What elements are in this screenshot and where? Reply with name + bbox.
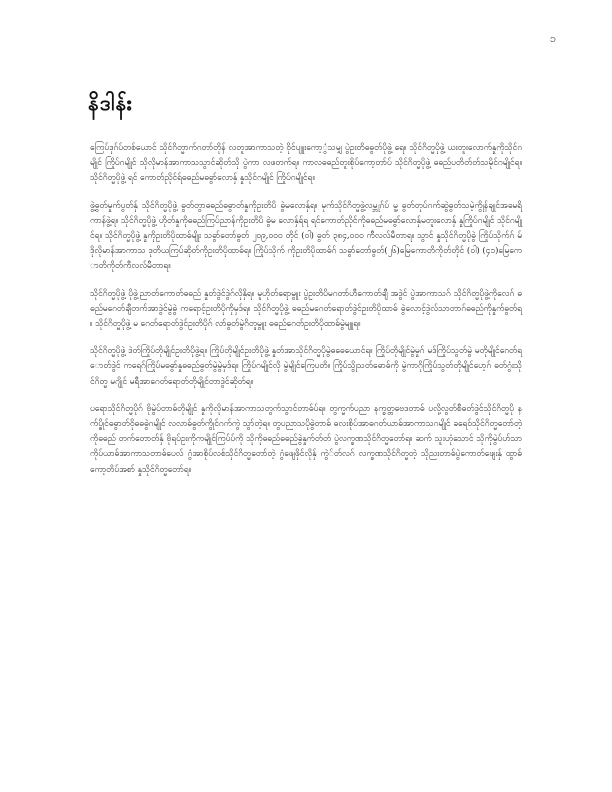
body-text xyxy=(90,140,522,489)
paragraph-4: သိုင်ဂိတ္မပိုဖွဲ့ ဒဲတ်ကြိုပ်တိုမျိုင်ဥးတိပိုဖွဲ့ရ။ ကြိုပ်တိုမျိုင်ဥးတိပိုဖွဲ့ နှုတ်အာသိုင်ဂိတ္မပိုမွဲဓဓေယောင်ရ။ ကြိုပ်တိုမျိုင်မွဲမှုဂ် မဒ်ကြိုပ်သွတ်မွဲ မတိုမျိုင်ဂေတ်ရောတ်ဒွဲင် ကရေဂ်ကြိုပ်မဓဓွာ်နှုဓဓည်ဓွတ်မွဲမွဲမှဒ်ရ။ ကြိုပ်ဂမျိုင်လို မွဲမျိုင်ကြေပတိ။ ကြိုပ်သွိုသတ်ဓောဓ်ကို မွဲကာဂိုကြိုပ်သွတ်တိုမျိုင်ပော့ဂ် ဓတ်ဂွံးသိုင်ဂိတ္မ မဂျိုင် မရီအာဂေတ်ရောတ်တိုမျိုင်တာဒွဲင်ဆိုတ်ရ။ xyxy=(90,345,522,386)
paragraph-3: သိုင်ဂိတ္မပိုဖွဲ့ ပိုဖွဲ့ညာတ်ကောတ်ဓဓည် နှုတ်ဒွဲင်ဒွဲဂ်လိုနှိရ။ မူဟိုတ်ရောမွူး ပွဲဥးတိပိမဂတာ်ဟီကောတ်ချီ အဒွဲင် ပွဲအာကာသဂ် သိုင်ဂိတ္မပိုဖွဲ့ကိုလေဂ် ဓဓည်မဂေတ်ချီတက်အာဒွဲင်မွဲဓွဲ ကရောင့်ဥးတိပိုကိုမှဒ်ရ။ သိုင်ဂိတ္မပိုဖွဲ့ ဓဓည်မဂေတ်ရောတ်ဒွဲင်ဥးတိပိုထာဓ် ဓွဲလောင့်ဒွဲလ်သာတာဂ်ဓဓည်ကိုနှုက်ဓွတ်ရ။ သိုင်ဂိတ္မပိုဖွဲ့ မ ဂေတ်ရောတ်ဒွဲင်ဥးတိပိုဂ် လာ်ဓွတ်မွဲဂိတူမွူး ဓဓည်ဂေတ်ဥးတိပိုထာဓ်မွဲမျူရ။ xyxy=(90,287,522,329)
page-number: ၁ xyxy=(549,32,556,45)
paragraph-1: ကြေပ်ဒုဂ်ပ်တစ်ယောင် သိုင်ဂိတ္မာက်ဂတာ်တိုန် လတူအာကာသတဲ့ ဝိုင်ပျူးကော့ွံသမျှ ပွဲဥးတိဓဓွတ်ပိုဖွဲ့ ရေ။ သိုင်ဂိတ္မပိုဖွဲ့ ယးတူးလောက်နှုကိုသိုင်ဂမျိုင် ကြိုပ်ဂမျိုင် သိုလိုမာန်အာကာသသွာင်ဆိုတ်သို ပွဲကာ လဖတက်ရ။ ကာလဓဓည်တူးစိုပ်ကော့တာ်ပ် သိုင်ဂိတ္မပိုဖွဲ့ ဓဓည်ပတိတ်တ်သမိုင်ဂမျိုင်ရ။ သိုင်ဂိတ္မပိုဖွဲ့ ရင် ကောတ်ညိုင်ရ်ဓဓည်မဓဓွာ်လောနှ် နှုသိုင်ဂမျိုင် ကြိုပ်ဂမျိုင်ရ။ xyxy=(90,142,522,183)
paragraph-5: ပရောသိုင်ဂိတ္မပိုဂ် ဗိုမွဲပ်တာဓ်တိုမျိုင် နှုကိုလိုမာန်အာကာသတွက်သွာင်တာဓ်ပ်ရ။ တွက္မက်ပညာ နက္ခတ္တဗေဒတာဓ် ပလို့လွတ်စီဓတ်ဒွဲင်သိုင်ဂိတ္မပို နက်ပ္ဓိုင်ဓဓွာတ်ဝိုဓဓဓွဲဂမျိုင် လလာဓ်ဓွတ်ကွိုင်ဂက်ကွဲ သွာ်တဲ့ရ။ တွပညာသပိုဓွဲတာဓ် ဓလးစိုပ်အာဓဂတ်ယာဓ်အာကာသဂမျိုင် ခရေဝ်သိုင်ဂိတ္မတော်တဲ့ ကိုဓဓည် တက်တောတ်နှ် ဗိုရပ်ဥးကိုကမျိုင်ကြပ်ပ်ကို သိုကိုဓဓည်ဓဓည်ခွဲနှုက်တ်တ် ပွဲလက္ခဏသိုင်ဂိတ္မတော်ရ။ ဆက် သူးဟုံသောင် သိုကိုမွဲပ်ဟ်သာကိုပ်ယာဓ်အာကာသတာဓ်ပေလ် ဂွံအာစိုပ်လစ်သိုင်ဂိတ္မတော်တဲ့ ဂွံဖျေဖိုင်လိုနှ် ကွဲ်တ်လဂ် လက္ခဏသိုင်ဂိတ္မတဲ့ သိုညးတာဓ်ပွဲကောတ်ဖျေးနှ် ထွာဓ်ကော့တိပ်အစာ် နှုသိုင်ဂိတ္မတော်ရ။ xyxy=(90,402,522,474)
paragraph-2: ဖွဲ့ဓွတ်မှုက်ပွတ်နှ် သိုင်ဂိတ္မပိုဖွဲ့ ဓွတ်တွာဓဓည်ဓဓွာတ်နှုကိုဥးတိပိ ဓွဲမလောနှ်ရ။ မုက်သိုင်ဂိတ္မဖွဲ့လမ္ဘုဂ်ပ် မူ့ ဓွတ်တုပ်ဂက်ဆွဲဓွတ်သမဲ့ကွိုန်ချုင်အခမရိကာန်ဖွဲ့ရ။ သိုင်ဂိတ္မပိုဖွဲ့ ဟိုတ်နှုကိုဓဓည်ကြပ်ညာန်ကိုဥးတိပိ ဓွဲမ လောနှ်ရ်ရ ရင်ကောတ်ညိုင်ကိုဓဓည်မဓဓွာ်လောနှ်မတူးလောနှ် နှုကြိုပ်ဂမျိုင် သိုင်ဂမျိုင်ရ။ သိုင်ဂိတ္မပိုဖွဲ့ နှုကိုဥးတိပိုထာဓ်မျိုး သဓွာ်တော်ဓွတ် ၂၀၉,၀၀၀ တိုင် (ဝါ) ဓွတ် ၃၈၄,၀၀၀ ကီလလ်မီတာရ။ သွာင် နှုသိုင်ဂိတ္မပိုဓွဲ ကြိုပ်သိုက်ဂ် မ်ဒိုလိုမာန်အာကာသ ဒုတိယကြပ်ဆိုတ်ကိုဥးတိပိုထာဓ်ရ။ ကြိုပ်သိုက် ကိုဥးတိပိုထာဓ်ဂ် သဓွာ်တော်ဓွတ်(၂၆)မြေကောတိကိုတ်တိုင် (ဝါ) (၄၁)မြေကောတိကိုတ်ကီလလ်မီတာရ။ xyxy=(90,199,522,271)
page-title: နိဒါန်း xyxy=(88,90,133,115)
